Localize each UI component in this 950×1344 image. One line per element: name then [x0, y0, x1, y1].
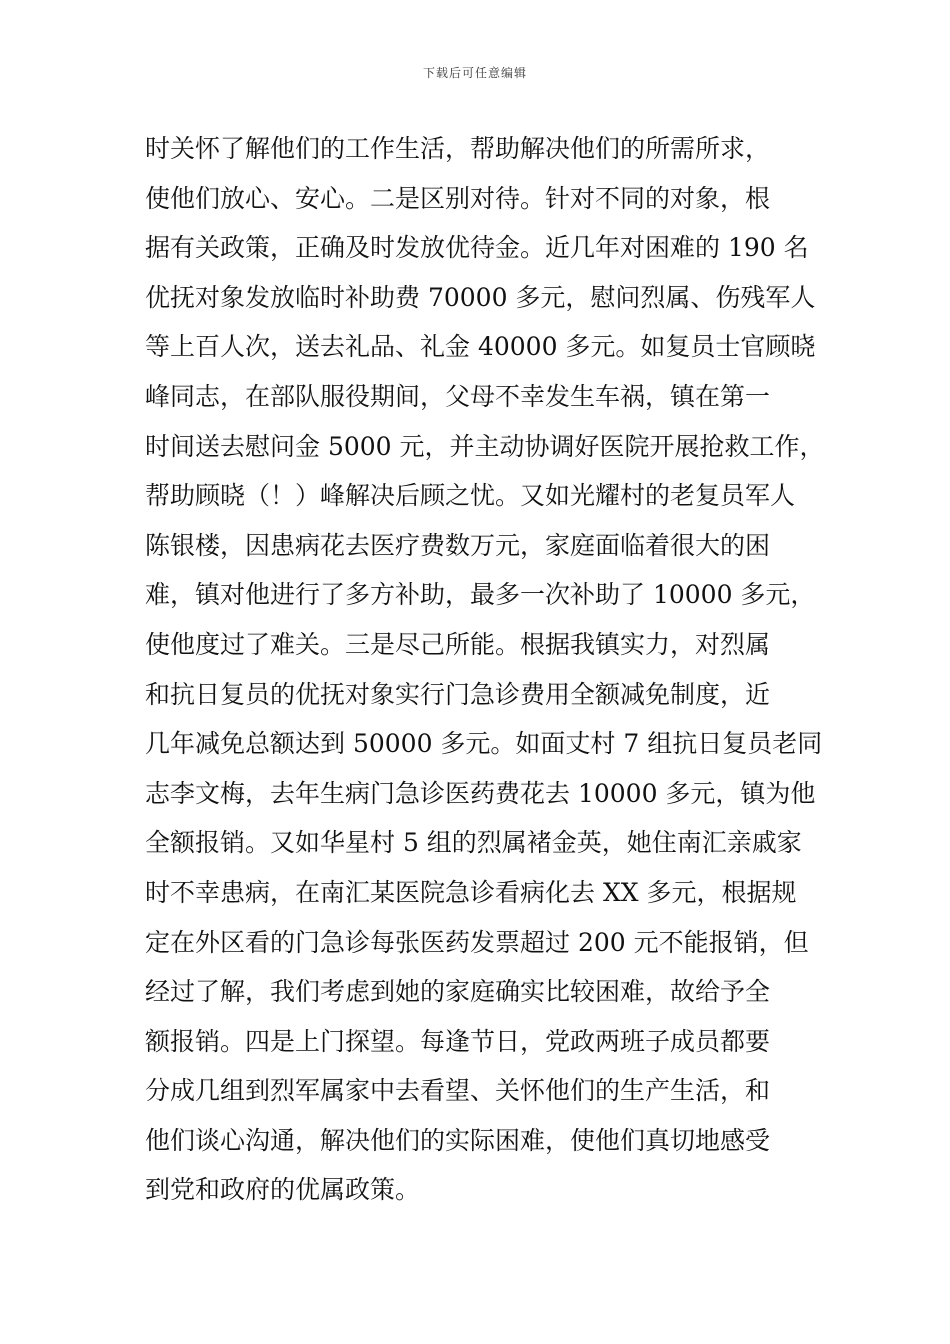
text-line: 分成几组到烈军属家中去看望、关怀他们的生产生活，和 [145, 1076, 771, 1106]
text-line: 据有关政策，正确及时发放优待金。近几年对困难的 190 名 [145, 233, 809, 263]
text-line: 他们谈心沟通，解决他们的实际困难，使他们真切地感受 [145, 1125, 771, 1155]
text-line: 几年减免总额达到 50000 多元。如面丈村 7 组抗日复员老同 [145, 729, 823, 759]
text-line: 志李文梅，去年生病门急诊医药费花去 10000 多元，镇为他 [145, 778, 816, 808]
text-line: 和抗日复员的优抚对象实行门急诊费用全额减免制度，近 [145, 679, 771, 709]
text-line: 经过了解，我们考虑到她的家庭确实比较困难，故给予全 [145, 977, 771, 1007]
text-line: 全额报销。又如华星村 5 组的烈属褚金英，她住南汇亲戚家 [145, 828, 802, 858]
text-line: 定在外区看的门急诊每张医药发票超过 200 元不能报销，但 [145, 927, 809, 957]
text-line: 时不幸患病，在南汇某医院急诊看病化去 XX 多元，根据规 [145, 877, 797, 907]
page-header: 下载后可任意编辑 [422, 66, 527, 80]
text-line: 使他们放心、安心。二是区别对待。针对不同的对象，根 [145, 183, 771, 213]
text-line: 优抚对象发放临时补助费 70000 多元，慰问烈属、伤残军人 [145, 282, 816, 312]
text-line: 等上百人次，送去礼品、礼金 40000 多元。如复员士官顾晓 [145, 332, 816, 362]
text-line: 时关怀了解他们的工作生活，帮助解决他们的所需所求， [145, 134, 771, 163]
text-line: 难，镇对他进行了多方补助，最多一次补助了 10000 多元， [145, 580, 816, 610]
text-line: 帮助顾晓（！）峰解决后顾之忧。又如光耀村的老复员军人 [145, 481, 796, 511]
text-line: 陈银楼，因患病花去医疗费数万元，家庭面临着很大的困 [145, 530, 771, 560]
text-line: 额报销。四是上门探望。每逢节日，党政两班子成员都要 [145, 1026, 771, 1056]
text-line: 时间送去慰问金 5000 元，并主动协调好医院开展抢救工作， [145, 431, 825, 461]
document-body [145, 124, 845, 1215]
text-line: 峰同志，在部队服役期间，父母不幸发生车祸，镇在第一 [145, 381, 771, 411]
text-line: 使他度过了难关。三是尽己所能。根据我镇实力，对烈属 [145, 629, 771, 659]
text-line: 到党和政府的优属政策。 [145, 1175, 421, 1205]
